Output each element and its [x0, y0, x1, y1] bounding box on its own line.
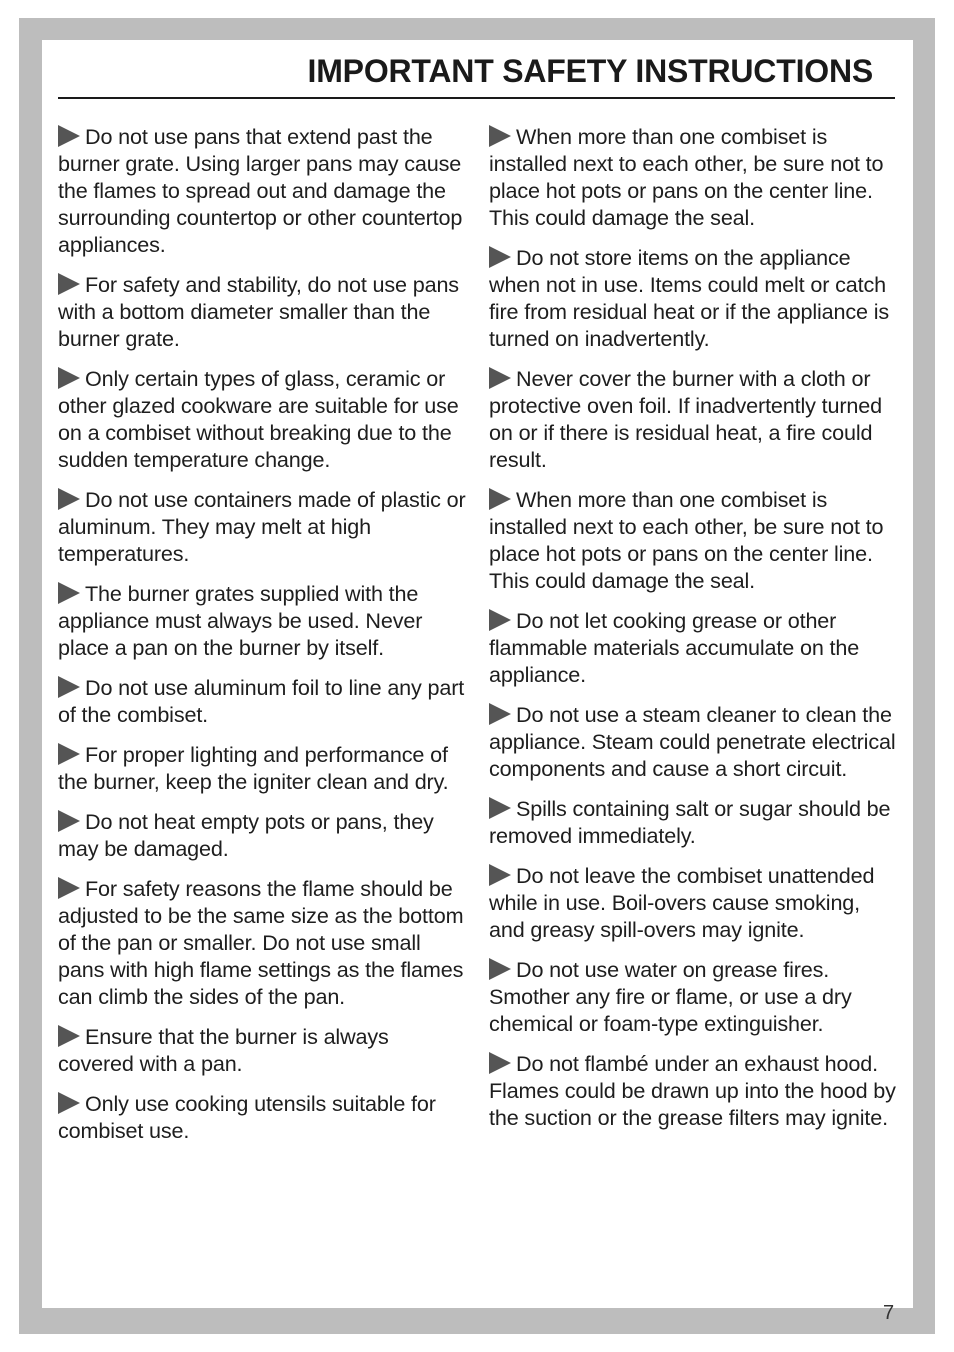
triangle-right-icon: [58, 125, 80, 147]
safety-item-text: Do not let cooking grease or other flammable materials accumulate on the appliance.: [489, 608, 860, 687]
safety-item-text: Do not use containers made of plastic or aluminum. They may melt at high temperatures.: [58, 487, 466, 566]
safety-item-text: Never cover the burner with a cloth or protective oven foil. If inadvertently turned on or if there is residual heat, a fire could result.: [489, 366, 882, 472]
safety-item-text: Spills containing salt or sugar should be removed immediately.: [489, 796, 891, 848]
safety-item-text: Do not leave the combiset unattended while in use. Boil-overs cause smoking, and greasy spill-overs may ignite.: [489, 863, 875, 942]
safety-item: [58, 875, 468, 1010]
safety-item-text: For safety and stability, do not use pans with a bottom diameter smaller than the burner grate.: [58, 272, 459, 351]
safety-item: [58, 486, 468, 567]
triangle-right-icon: [489, 488, 511, 510]
triangle-right-icon: [58, 367, 80, 389]
safety-item-text: Do not store items on the appliance when not in use. Items could melt or catch fire from residual heat or if the appliance is turned on inadvertently.: [489, 245, 889, 351]
safety-item: [489, 1050, 897, 1131]
document-page: [42, 40, 913, 1308]
safety-item-text: Ensure that the burner is always covered with a pan.: [58, 1024, 389, 1076]
safety-item: [489, 701, 897, 782]
safety-item-text: Do not use aluminum foil to line any part of the combiset.: [58, 675, 465, 727]
triangle-right-icon: [58, 1025, 80, 1047]
triangle-right-icon: [58, 273, 80, 295]
safety-item-text: Do not use a steam cleaner to clean the appliance. Steam could penetrate electrical components and cause a short circuit.: [489, 702, 896, 781]
safety-item: [58, 1090, 468, 1144]
safety-item: [58, 1023, 468, 1077]
safety-item-text: For safety reasons the flame should be adjusted to be the same size as the bottom of the pan or smaller. Do not use small pans with high flame settings as the flames can climb the sides of the pan.: [58, 876, 464, 1009]
safety-item-text: Do not flambé under an exhaust hood. Flames could be drawn up into the hood by the suction or the grease filters may ignite.: [489, 1051, 896, 1130]
right-column: [489, 123, 897, 1144]
left-column: [58, 123, 468, 1157]
safety-item: [58, 674, 468, 728]
triangle-right-icon: [489, 797, 511, 819]
safety-item: [58, 741, 468, 795]
safety-item: [58, 365, 468, 473]
safety-item: [489, 244, 897, 352]
triangle-right-icon: [489, 1052, 511, 1074]
safety-item-text: Do not use water on grease fires. Smother any fire or flame, or use a dry chemical or foam-type extinguisher.: [489, 957, 852, 1036]
triangle-right-icon: [489, 864, 511, 886]
page-title: IMPORTANT SAFETY INSTRUCTIONS: [307, 53, 873, 89]
safety-item: [489, 956, 897, 1037]
safety-item: [58, 271, 468, 352]
safety-item-text: When more than one combiset is installed next to each other, be sure not to place hot pots or pans on the center line. This could damage the seal.: [489, 124, 884, 230]
header-divider: [58, 97, 895, 99]
triangle-right-icon: [58, 676, 80, 698]
safety-item-text: Only certain types of glass, ceramic or other glazed cookware are suitable for use on a combiset without breaking due to the sudden temperature change.: [58, 366, 459, 472]
triangle-right-icon: [489, 703, 511, 725]
triangle-right-icon: [489, 609, 511, 631]
safety-item: [489, 607, 897, 688]
safety-item-text: Do not use pans that extend past the burner grate. Using larger pans may cause the flames to spread out and damage the surrounding countertop or other countertop appliances.: [58, 124, 463, 257]
safety-item: [58, 580, 468, 661]
triangle-right-icon: [489, 246, 511, 268]
safety-item: [489, 365, 897, 473]
safety-item: [58, 808, 468, 862]
safety-item: [58, 123, 468, 258]
triangle-right-icon: [58, 877, 80, 899]
safety-item: [489, 862, 897, 943]
triangle-right-icon: [58, 582, 80, 604]
safety-item: [489, 795, 897, 849]
triangle-right-icon: [489, 958, 511, 980]
triangle-right-icon: [58, 810, 80, 832]
triangle-right-icon: [489, 125, 511, 147]
triangle-right-icon: [58, 488, 80, 510]
safety-item-text: For proper lighting and performance of the burner, keep the igniter clean and dry.: [58, 742, 449, 794]
safety-item: [489, 486, 897, 594]
triangle-right-icon: [58, 743, 80, 765]
safety-item-text: When more than one combiset is installed next to each other, be sure not to place hot pots or pans on the center line. This could damage the seal.: [489, 487, 884, 593]
safety-item-text: Only use cooking utensils suitable for combiset use.: [58, 1091, 436, 1143]
safety-item: [489, 123, 897, 231]
safety-item-text: The burner grates supplied with the appliance must always be used. Never place a pan on the burner by itself.: [58, 581, 423, 660]
page-number: 7: [883, 1302, 895, 1324]
safety-item-text: Do not heat empty pots or pans, they may be damaged.: [58, 809, 434, 861]
triangle-right-icon: [489, 367, 511, 389]
triangle-right-icon: [58, 1092, 80, 1114]
